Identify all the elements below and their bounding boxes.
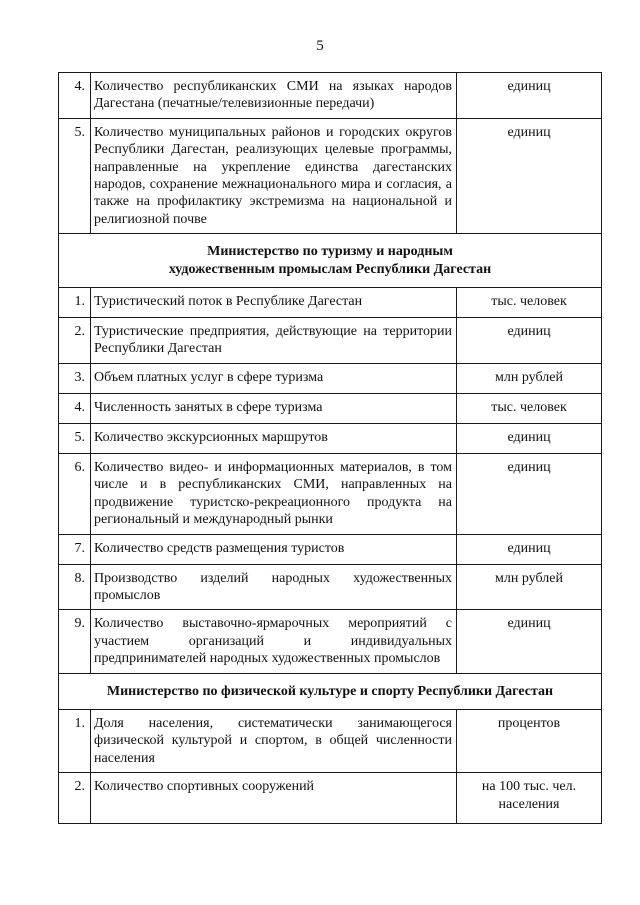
row-unit: единиц xyxy=(457,318,602,364)
row-number: 5. xyxy=(59,423,91,453)
row-number: 2. xyxy=(59,773,91,824)
row-number: 7. xyxy=(59,534,91,564)
table-row xyxy=(59,318,602,364)
row-number: 5. xyxy=(59,118,91,233)
row-unit-line: населения xyxy=(498,796,560,812)
row-number: 6. xyxy=(59,453,91,534)
page-number: 5 xyxy=(316,38,324,54)
row-unit: млн рублей xyxy=(457,564,602,610)
row-unit: единиц xyxy=(457,610,602,673)
row-description: Количество средств размещения туристов xyxy=(91,534,457,564)
row-description: Количество видео- и информационных материалов, в том числе и в республиканских СМИ, направленных на продвижение туристско-рекреационного продукта на региональный и международный рынки xyxy=(91,453,457,534)
row-unit: единиц xyxy=(457,534,602,564)
row-unit: млн рублей xyxy=(457,363,602,393)
row-description: Количество республиканских СМИ на языках народов Дагестана (печатные/телевизионные передачи) xyxy=(91,73,457,119)
section-header-tourism xyxy=(59,234,602,288)
table-row xyxy=(59,393,602,423)
table-row xyxy=(59,288,602,318)
row-description: Количество экскурсионных маршрутов xyxy=(91,423,457,453)
row-number: 1. xyxy=(59,709,91,772)
indicators-table xyxy=(58,72,602,824)
table-row xyxy=(59,363,602,393)
section-title xyxy=(59,234,602,288)
row-number: 1. xyxy=(59,288,91,318)
row-unit-line: на 100 тыс. чел. xyxy=(481,779,577,795)
row-description: Количество муниципальных районов и городских округов Республики Дагестан, реализующих целевые программы, направленные на укрепление единства дагестанских народов, сохранение межнационального мира и согласия, а также на профилактику экстремизма на национальной и религиозной почве xyxy=(91,118,457,233)
row-unit: тыс. человек xyxy=(457,393,602,423)
table-row xyxy=(59,73,602,119)
row-description: Туристический поток в Республике Дагестан xyxy=(91,288,457,318)
row-number: 3. xyxy=(59,363,91,393)
row-description: Туристические предприятия, действующие на территории Республики Дагестан xyxy=(91,318,457,364)
row-description: Объем платных услуг в сфере туризма xyxy=(91,363,457,393)
row-unit: процентов xyxy=(457,709,602,772)
row-unit: единиц xyxy=(457,73,602,119)
row-unit: единиц xyxy=(457,423,602,453)
table-row xyxy=(59,709,602,772)
row-description: Количество спортивных сооружений xyxy=(91,773,457,824)
row-number: 9. xyxy=(59,610,91,673)
row-number: 2. xyxy=(59,318,91,364)
table-row xyxy=(59,423,602,453)
row-number: 4. xyxy=(59,73,91,119)
section-title-line: художественным промыслам Республики Дагестан xyxy=(168,261,492,277)
table-row xyxy=(59,534,602,564)
section-header-sport xyxy=(59,673,602,709)
row-number: 4. xyxy=(59,393,91,423)
row-number: 8. xyxy=(59,564,91,610)
row-description: Количество выставочно-ярмарочных мероприятий с участием организаций и индивидуальных предпринимателей народных художественных промыслов xyxy=(91,610,457,673)
row-unit: тыс. человек xyxy=(457,288,602,318)
row-description: Доля населения, систематически занимающегося физической культурой и спортом, в общей численности населения xyxy=(91,709,457,772)
table-row xyxy=(59,453,602,534)
table-row xyxy=(59,773,602,824)
row-description: Численность занятых в сфере туризма xyxy=(91,393,457,423)
row-unit xyxy=(457,773,602,824)
table-row xyxy=(59,118,602,233)
row-unit: единиц xyxy=(457,118,602,233)
section-title-line: Министерство по туризму и народным xyxy=(207,244,453,260)
row-description: Производство изделий народных художественных промыслов xyxy=(91,564,457,610)
table-row xyxy=(59,564,602,610)
row-unit: единиц xyxy=(457,453,602,534)
table-row xyxy=(59,610,602,673)
section-title: Министерство по физической культуре и спорту Республики Дагестан xyxy=(59,673,602,709)
